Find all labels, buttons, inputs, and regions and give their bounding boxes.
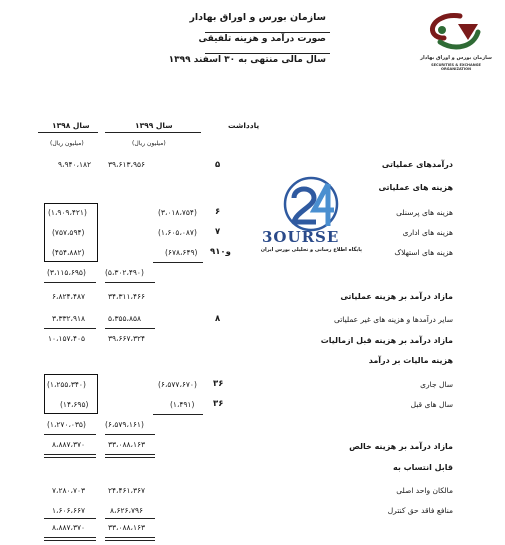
value-1399: ۳۴،۳۱۱،۴۶۶ [108, 292, 146, 301]
row-label: سال جاری [420, 380, 453, 389]
total-rule-1399 [105, 328, 155, 329]
year-1399-rule [105, 132, 201, 133]
seo-logo [416, 10, 496, 70]
year-1399-header: سال ۱۳۹۹ [135, 121, 173, 130]
header-rule-2 [205, 53, 330, 54]
value-1398: ۱،۶۰۶،۶۶۷ [52, 506, 86, 515]
value-1399: ۳۹،۶۶۷،۳۲۴ [108, 334, 146, 343]
value-1398: (۱،۹۰۹،۴۲۱) [48, 208, 87, 217]
subtotal-1399: (۵،۳۰۲،۴۹۰) [105, 268, 144, 277]
unit-label-1398: (میلیون ریال) [50, 140, 84, 147]
value-1399-detail: (۳،۰۱۸،۷۵۴) [158, 208, 197, 217]
row-label: سایر درآمدها و هزینه های غیر عملیاتی [333, 315, 453, 324]
total-rule-1398 [44, 328, 96, 329]
row-note: ۹و۱۰ [210, 247, 231, 257]
value-1399-detail: (۱،۶۰۵،۰۸۷) [158, 228, 197, 237]
value-1399-detail: (۱،۴۹۱) [170, 400, 195, 409]
value-1399: ۳۳،۰۸۸،۱۶۳ [108, 523, 146, 532]
header-rule-1 [205, 32, 330, 33]
logo-name-en: SECURITIES & EXCHANGE ORGANIZATION [431, 63, 481, 71]
year-1398-rule [38, 132, 98, 133]
bourse-24-icon [256, 176, 366, 232]
bourse-watermark [256, 176, 366, 266]
value-1399: ۲۴،۴۶۱،۳۶۷ [108, 486, 146, 495]
value-1399: ۵،۳۵۵،۸۵۸ [108, 314, 142, 323]
row-label: مازاد درآمد بر هزینه قبل ازمالیات [320, 336, 453, 345]
value-1398: (۷۵۷،۵۹۴) [52, 228, 85, 237]
row-note: ۳۶ [213, 379, 224, 389]
total-rule-1398 [44, 434, 96, 435]
watermark-text: 3OURSE [262, 228, 340, 246]
note-column-header: یادداشت [228, 121, 260, 130]
row-note: ۷ [215, 227, 221, 237]
statement-title: صورت درآمد و هزینه تلفیقی [198, 34, 326, 44]
subtotal-1398: (۳،۱۱۵،۶۹۵) [47, 268, 86, 277]
value-1398: (۴۵۴،۸۸۲) [52, 248, 85, 257]
row-label: هزینه های عملیاتی [378, 183, 453, 192]
value-1398: ۳،۳۳۲،۹۱۸ [52, 314, 86, 323]
value-1399: ۳۹،۶۱۳،۹۵۶ [108, 160, 146, 169]
subtotal-1398: (۱،۲۷۰،۰۳۵) [47, 420, 86, 429]
row-note: ۶ [215, 207, 221, 217]
row-label: هزینه های استهلاک [394, 248, 453, 257]
value-1399-detail: (۶۷۸،۶۴۹) [165, 248, 198, 257]
row-label: منافع فاقد حق کنترل [387, 506, 453, 515]
watermark-subtitle: پایگاه اطلاع رسانی و تحلیلی بورس ایران [260, 247, 362, 253]
subtotal-rule [153, 414, 203, 415]
double-rule-1398 [44, 540, 96, 541]
value-1398: ۸،۸۸۷،۳۷۰ [52, 523, 86, 532]
row-note: ۵ [215, 160, 221, 170]
year-1398-header: سال ۱۳۹۸ [52, 121, 90, 130]
total-rule-1398 [44, 282, 96, 283]
value-1398: ۱۰،۱۵۷،۴۰۵ [48, 334, 86, 343]
total-rule-1399 [105, 282, 155, 283]
value-1398: ۹،۹۴۰،۱۸۲ [58, 160, 92, 169]
row-label: درآمدهای عملیاتی [381, 160, 453, 169]
row-label: هزینه های پرسنلی [396, 208, 453, 217]
double-rule-1398 [44, 537, 96, 538]
value-1398: (۱۴،۶۹۵) [60, 400, 89, 409]
logo-name-fa: سازمان بورس و اوراق بهادار [420, 55, 492, 61]
row-label: مازاد درآمد بر هزینه عملیاتی [340, 292, 453, 301]
double-rule-1399 [105, 454, 155, 455]
fiscal-period: سال مالی منتهی به ۳۰ اسفند ۱۳۹۹ [168, 55, 326, 65]
row-note: ۸ [215, 314, 221, 324]
total-rule-1399 [105, 434, 155, 435]
subtotal-1399: (۶،۵۷۹،۱۶۱) [105, 420, 144, 429]
row-label: سال های قبل [410, 400, 453, 409]
double-rule-1398 [44, 454, 96, 455]
row-note: ۳۶ [213, 399, 224, 409]
value-1398: ۷،۲۸۰،۷۰۳ [52, 486, 86, 495]
row-label: هزینه مالیات بر درآمد [368, 356, 453, 365]
row-label: قابل انتساب به [392, 463, 453, 472]
organization-name: سازمان بورس و اوراق بهادار [189, 12, 326, 23]
value-1398: ۸،۸۸۷،۳۷۰ [52, 440, 86, 449]
value-1399: ۸،۶۲۶،۷۹۶ [110, 506, 144, 515]
seo-emblem-icon [416, 10, 496, 56]
value-1398: ۶،۸۲۴،۴۸۷ [52, 292, 86, 301]
total-rule-1399 [105, 518, 155, 519]
value-1399: ۳۳،۰۸۸،۱۶۳ [108, 440, 146, 449]
total-rule-1398 [44, 518, 96, 519]
double-rule-1398 [44, 457, 96, 458]
double-rule-1399 [105, 540, 155, 541]
double-rule-1399 [105, 457, 155, 458]
value-1398: (۱،۲۵۵،۳۴۰) [47, 380, 86, 389]
double-rule-1399 [105, 537, 155, 538]
value-1399-detail: (۶،۵۷۷،۶۷۰) [158, 380, 197, 389]
subtotal-rule [153, 262, 203, 263]
row-label: هزینه های اداری [402, 228, 453, 237]
statement-header [168, 12, 326, 72]
unit-label-1399: (میلیون ریال) [132, 140, 166, 147]
row-label: مالکان واحد اصلی [396, 486, 453, 495]
row-label: مازاد درآمد بر هزینه خالص [349, 442, 453, 451]
